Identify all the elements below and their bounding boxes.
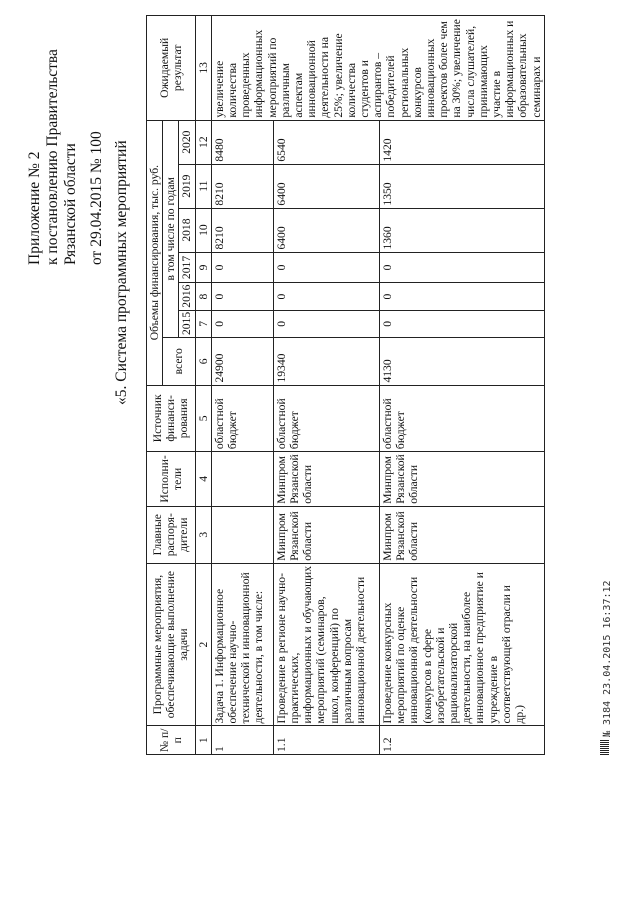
row-year-2016: 0 bbox=[211, 283, 273, 310]
column-number: 5 bbox=[195, 385, 211, 452]
expected-result: увеличение количества проведенных информационных мероприятий по различным аспектам инновационной деятельности на 25%; увеличение количества студентов и аспирантов – победителей региональных конкурсов инновационных проектов более чем на 30%; увеличение числа слушателей, принимающих участие в информационных и образовательных семинарах и bbox=[211, 16, 544, 121]
row-manager: Минпром Рязанской области bbox=[380, 506, 545, 563]
column-number: 11 bbox=[195, 164, 211, 208]
row-total: 19340 bbox=[273, 338, 379, 386]
header-number: № п/п bbox=[147, 726, 196, 755]
header-result: Ожидаемый результат bbox=[147, 16, 196, 121]
column-number: 9 bbox=[195, 252, 211, 283]
column-number: 1 bbox=[195, 726, 211, 755]
table-row bbox=[273, 16, 379, 755]
row-year-2015: 0 bbox=[273, 310, 379, 337]
row-number: 1 bbox=[211, 726, 273, 755]
appendix-number: Приложение № 2 bbox=[26, 151, 43, 265]
header-source: Источник финанси-рования bbox=[147, 385, 196, 452]
column-number: 7 bbox=[195, 310, 211, 337]
header-total: всего bbox=[163, 338, 195, 386]
table-row bbox=[380, 16, 545, 755]
row-measure: Проведение в регионе научно-практических, информационных и обучающих мероприятий (семинаров, школ, конференций) по различным вопросам инновационной деятельности bbox=[273, 563, 379, 726]
row-number: 1.1 bbox=[273, 726, 379, 755]
row-year-2017: 0 bbox=[273, 252, 379, 283]
column-numbers-row bbox=[195, 16, 211, 755]
header-year: 2019 bbox=[179, 164, 195, 208]
appendix-resolution: к постановлению Правительства bbox=[44, 49, 61, 265]
appendix-region: Рязанской области bbox=[62, 143, 79, 265]
row-year-2018: 6400 bbox=[273, 208, 379, 252]
column-number: 12 bbox=[195, 120, 211, 164]
column-number: 4 bbox=[195, 452, 211, 507]
program-measures-table bbox=[146, 15, 545, 755]
header-including: в том числе по годам bbox=[163, 120, 179, 337]
row-year-2018: 8210 bbox=[211, 208, 273, 252]
row-source: областной бюджет bbox=[380, 385, 545, 452]
header-year: 2016 bbox=[179, 283, 195, 310]
appendix-date: от 29.04.2015 № 100 bbox=[88, 131, 105, 265]
header-volume: Объемы финансирования, тыс. руб. bbox=[147, 120, 163, 385]
row-year-2018: 1360 bbox=[380, 208, 545, 252]
row-number: 1.2 bbox=[380, 726, 545, 755]
row-total: 24900 bbox=[211, 338, 273, 386]
row-executor: Минпром Рязанской области bbox=[380, 452, 545, 507]
appendix-header bbox=[26, 15, 106, 265]
column-number: 8 bbox=[195, 283, 211, 310]
column-number: 6 bbox=[195, 338, 211, 386]
row-executor: Минпром Рязанской области bbox=[273, 452, 379, 507]
header-year: 2018 bbox=[179, 208, 195, 252]
row-year-2017: 0 bbox=[380, 252, 545, 283]
row-manager bbox=[211, 506, 273, 563]
column-number: 13 bbox=[195, 16, 211, 121]
row-year-2015: 0 bbox=[380, 310, 545, 337]
header-executors: Исполни-тели bbox=[147, 452, 196, 507]
row-source: областной бюджет bbox=[273, 385, 379, 452]
header-year: 2015 bbox=[179, 310, 195, 337]
row-year-2019: 6400 bbox=[273, 164, 379, 208]
row-year-2019: 8210 bbox=[211, 164, 273, 208]
row-executor bbox=[211, 452, 273, 507]
header-year: 2020 bbox=[179, 120, 195, 164]
column-number: 10 bbox=[195, 208, 211, 252]
row-measure: Задача 1. Информационное обеспечение научно-технической и инновационной деятельности, в том числе: bbox=[211, 563, 273, 726]
row-measure: Проведение конкурсных мероприятий по оценке инновационной деятельности (конкурсов в сфере изобретательской и рационализаторской деятельности, на наиболее инновационное предприятие и учреждение в соответствующей отрасли и др.) bbox=[380, 563, 545, 726]
row-source: областной бюджет bbox=[211, 385, 273, 452]
row-year-2017: 0 bbox=[211, 252, 273, 283]
row-total: 4130 bbox=[380, 338, 545, 386]
table-row bbox=[211, 16, 273, 755]
row-year-2015: 0 bbox=[211, 310, 273, 337]
row-year-2020: 8480 bbox=[211, 120, 273, 164]
row-year-2020: 1420 bbox=[380, 120, 545, 164]
header-managers: Главные распоря-дители bbox=[147, 506, 196, 563]
row-year-2020: 6540 bbox=[273, 120, 379, 164]
header-measures: Программные мероприятия, обеспечивающие выполнение задачи bbox=[147, 563, 196, 726]
row-year-2019: 1350 bbox=[380, 164, 545, 208]
row-year-2016: 0 bbox=[380, 283, 545, 310]
header-year: 2017 bbox=[179, 252, 195, 283]
registration-stamp: № 3184 23.04.2015 16:37:12 bbox=[602, 580, 613, 737]
column-number: 3 bbox=[195, 506, 211, 563]
section-title: «5. Система программных мероприятий bbox=[113, 140, 130, 405]
barcode-icon bbox=[600, 739, 609, 755]
column-number: 2 bbox=[195, 563, 211, 726]
row-manager: Минпром Рязанской области bbox=[273, 506, 379, 563]
row-year-2016: 0 bbox=[273, 283, 379, 310]
